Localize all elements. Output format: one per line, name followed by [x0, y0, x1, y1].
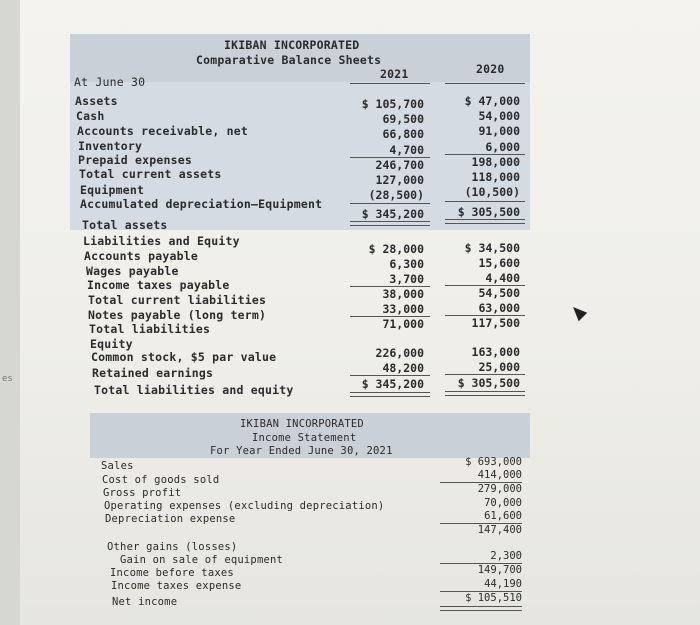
bs-company-name: IKIBAN INCORPORATED	[224, 38, 360, 52]
bs-label-total-le: Total liabilities and equity	[94, 383, 294, 397]
is-value-gross-profit: 279,000	[477, 483, 522, 495]
bs-title: Comparative Balance Sheets	[196, 53, 382, 67]
bs-value-ar-2021: 69,500	[382, 112, 424, 126]
bs-label-notes-payable: Notes payable (long term)	[88, 308, 267, 322]
bs-value-equipment-2020: 118,000	[471, 170, 520, 184]
bs-value-inventory-2021: 66,800	[382, 127, 424, 141]
is-value-sales: $ 693,000	[465, 456, 522, 468]
is-value-opex: 70,000	[484, 497, 522, 509]
bs-value-ar-2020: 54,000	[478, 109, 520, 123]
is-value-cogs: 414,000	[477, 469, 522, 481]
bs-double-rule-assets-2020	[445, 219, 525, 224]
is-value-gain-on-sale: 2,300	[490, 550, 522, 562]
bs-value-notes-2020: 63,000	[478, 301, 520, 315]
bs-label-inventory: Inventory	[78, 139, 143, 153]
bs-value-inventory-2020: 91,000	[478, 124, 520, 138]
bs-label-wages-payable: Wages payable	[86, 264, 179, 278]
bs-value-notes-2021: 33,000	[382, 302, 424, 316]
bs-value-re-2021: 48,200	[382, 361, 424, 375]
is-label-other-gains: Other gains (losses)	[107, 541, 238, 553]
bs-label-total-assets: Total assets	[82, 218, 168, 232]
bs-label-total-liabilities: Total liabilities	[89, 322, 211, 336]
is-label-depreciation: Depreciation expense	[105, 513, 236, 525]
bs-value-wages-2020: 15,600	[478, 256, 520, 270]
bs-value-tca-2020: 198,000	[471, 155, 520, 169]
bs-label-equipment: Equipment	[80, 183, 145, 197]
is-label-cogs: Cost of goods sold	[102, 474, 220, 486]
bs-value-tl-2020: 117,500	[471, 316, 520, 330]
bs-value-equipment-2021: 127,000	[375, 173, 424, 187]
bs-value-cs-2021: 226,000	[375, 346, 424, 360]
bs-double-rule-assets-2021	[350, 221, 430, 226]
bs-value-tcl-2021: 38,000	[382, 287, 424, 301]
bs-value-ap-2020: $ 34,500	[464, 241, 520, 255]
bs-value-prepaid-2021: 4,700	[389, 143, 424, 157]
is-company-name: IKIBAN INCORPORATED	[240, 418, 364, 430]
is-label-net-income: Net income	[112, 596, 178, 608]
is-value-subtotal: 147,400	[477, 524, 522, 536]
bs-value-itp-2020: 4,400	[485, 271, 520, 285]
bs-value-tl-2021: 71,000	[382, 317, 424, 331]
bs-date-label: At June 30	[74, 75, 146, 89]
is-label-gross-profit: Gross profit	[103, 487, 182, 499]
is-period: For Year Ended June 30, 2021	[210, 445, 393, 457]
left-page-edge	[0, 0, 20, 625]
is-value-income-before-taxes: 149,700	[477, 564, 522, 576]
edge-text: es	[2, 374, 13, 384]
bs-label-accounts-receivable: Accounts receivable, net	[77, 124, 248, 138]
bs-value-prepaid-2020: 6,000	[485, 140, 520, 154]
is-label-gain-on-sale: Gain on sale of equipment	[120, 554, 284, 566]
is-label-income-before-taxes: Income before taxes	[110, 567, 234, 579]
is-value-income-taxes-expense: 44,190	[484, 578, 522, 590]
bs-value-total-assets-2020: $ 305,500	[457, 205, 520, 219]
bs-label-accounts-payable: Accounts payable	[84, 249, 198, 263]
bs-label-liabilities-equity: Liabilities and Equity	[83, 234, 240, 248]
bs-value-tcl-2020: 54,500	[478, 286, 520, 300]
bs-value-tle-2021: $ 345,200	[361, 377, 424, 391]
is-value-depreciation: 61,600	[484, 510, 522, 522]
bs-label-prepaid: Prepaid expenses	[78, 153, 192, 167]
bs-label-equity: Equity	[90, 337, 133, 351]
bs-double-rule-le-2021	[350, 392, 430, 397]
bs-label-income-taxes-payable: Income taxes payable	[87, 278, 230, 292]
bs-label-accum-depr: Accumulated depreciation–Equipment	[80, 197, 323, 211]
bs-label-retained-earnings: Retained earnings	[92, 366, 214, 380]
bs-value-cs-2020: 163,000	[471, 345, 520, 359]
bs-value-accum-depr-2021: (28,500)	[368, 188, 424, 202]
bs-rule-accum-2020	[445, 201, 525, 202]
bs-value-wages-2021: 6,300	[389, 257, 424, 271]
bs-rule-re-2021	[350, 375, 430, 376]
bs-label-total-current-liabilities: Total current liabilities	[88, 293, 267, 307]
is-label-opex: Operating expenses (excluding depreciation)	[104, 500, 385, 512]
is-double-rule-net-income	[440, 606, 522, 611]
bs-value-tle-2020: $ 305,500	[457, 376, 520, 390]
bs-double-rule-le-2020	[445, 391, 525, 396]
bs-value-total-assets-2021: $ 345,200	[361, 207, 424, 221]
bs-label-assets: Assets	[75, 94, 118, 108]
is-title: Income Statement	[252, 432, 357, 444]
bs-value-cash-2020: $ 47,000	[464, 94, 520, 108]
bs-value-accum-depr-2020: (10,500)	[464, 185, 520, 199]
bs-rule-re-2020	[445, 374, 525, 375]
bs-value-tca-2021: 246,700	[375, 158, 424, 172]
bs-label-total-current-assets: Total current assets	[79, 167, 222, 181]
bs-label-common-stock: Common stock, $5 par value	[91, 350, 277, 364]
is-label-sales: Sales	[101, 460, 134, 472]
is-value-net-income: $ 105,510	[465, 592, 522, 604]
bs-value-itp-2021: 3,700	[389, 272, 424, 286]
bs-header-rule-2021	[350, 83, 430, 84]
bs-year-2020: 2020	[476, 62, 505, 76]
bs-value-ap-2021: $ 28,000	[368, 242, 424, 256]
bs-year-2021: 2021	[380, 67, 409, 81]
bs-label-cash: Cash	[76, 109, 105, 123]
bs-value-cash-2021: $ 105,700	[361, 97, 424, 111]
bs-header-rule-2020	[445, 83, 525, 84]
is-label-income-taxes-expense: Income taxes expense	[111, 580, 242, 592]
bs-value-re-2020: 25,000	[478, 360, 520, 374]
bs-rule-accum-2021	[350, 203, 430, 204]
